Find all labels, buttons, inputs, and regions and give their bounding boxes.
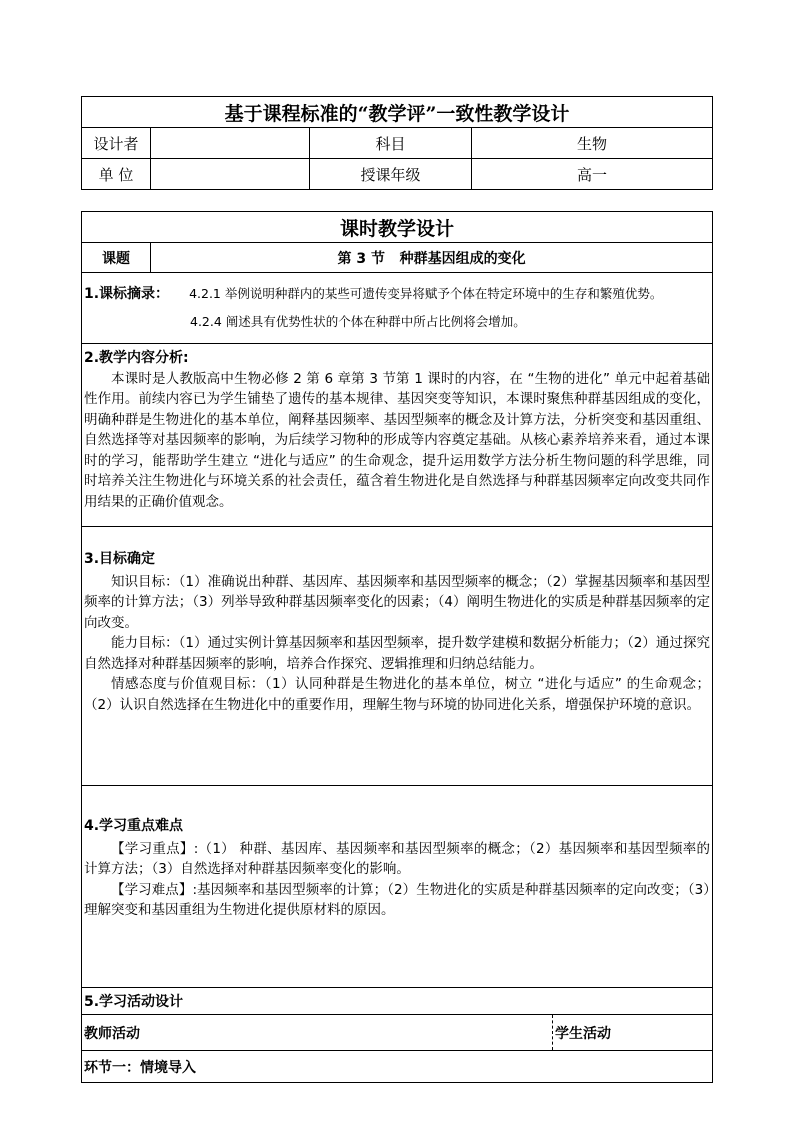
content-analysis-heading: 2.教学内容分析: xyxy=(84,350,189,366)
subject-value: 生物 xyxy=(472,128,713,159)
designer-label: 设计者 xyxy=(82,128,151,159)
grade-value: 高一 xyxy=(472,159,713,190)
section-key-difficult xyxy=(82,786,713,988)
lesson-table xyxy=(81,211,713,1083)
activity-design-heading: 5.学习活动设计 xyxy=(82,988,713,1015)
header-table xyxy=(81,96,713,190)
subject-label: 科目 xyxy=(310,128,472,159)
standard-4-2-4: 4.2.4 阐述具有优势性状的个体在种群中所占比例将会增加。 xyxy=(190,313,526,329)
topic-label: 课题 xyxy=(82,243,151,273)
content-analysis-text: 本课时是人教版高中生物必修 2 第 6 章第 3 节第 1 课时的内容，在 “生物的进化” 单元中起着基础性作用。前续内容已为学生铺垫了遗传的基本规律、基因突变等知识，本课时聚焦种群基因组成的变化，明确种群是生物进化的基本单位，阐释基因频率、基因型频率的概念及计算方法，分析突变和基因重组、自然选择等对基因频率的影响，为后续学习物种的形成等内容奠定基础。从核心素养培养来看，通过本课时的学习，能帮助学生建立 “进化与适应” 的生命观念，提升运用数学方法分析生物问题的科学思维，同时培养关注生物进化与环境关系的社会责任，蕴含着生物进化是自然选择与种群基因频率定向改变共同作用结果的正确价值观念。 xyxy=(84,370,711,510)
key-points: 【学习重点】:（1） 种群、基因库、基因频率和基因型频率的概念；（2）基因频率和基因型频率的计算方法；（3）自然选择对种群基因频率变化的影响。 xyxy=(84,840,711,877)
designer-value xyxy=(151,128,310,159)
section-content-analysis xyxy=(82,344,713,527)
topic-value: 第 3 节 种群基因组成的变化 xyxy=(151,243,713,273)
difficult-points: 【学习难点】:基因频率和基因型频率的计算；（2）生物进化的实质是种群基因频率的定向改变；（3）理解突变和基因重组为生物进化提供原材料的原因。 xyxy=(84,881,711,918)
section-objectives xyxy=(82,527,713,786)
objectives-heading: 3.目标确定 xyxy=(84,551,156,567)
unit-value xyxy=(151,159,310,190)
section-standards xyxy=(82,273,713,344)
ability-objective: 能力目标：（1）通过实例计算基因频率和基因型频率，提升数学建模和数据分析能力；（2）通过探究自然选择对种群基因频率的影响，培养合作探究、逻辑推理和归纳总结能力。 xyxy=(84,635,711,672)
student-activity-header: 学生活动 xyxy=(553,1015,713,1051)
phase-one-heading: 环节一：情境导入 xyxy=(82,1051,713,1083)
grade-label: 授课年级 xyxy=(310,159,472,190)
document-title: 基于课程标准的“教学评”一致性教学设计 xyxy=(82,97,713,128)
knowledge-objective: 知识目标：（1）准确说出种群、基因库、基因频率和基因型频率的概念；（2）掌握基因频率和基因型频率的计算方法；（3）列举导致种群基因频率变化的因素；（4）阐明生物进化的实质是种群基因频率的定向改变。 xyxy=(84,573,711,631)
lesson-title: 课时教学设计 xyxy=(82,212,713,243)
standards-heading: 1.课标摘录： xyxy=(84,286,170,302)
unit-label: 单 位 xyxy=(82,159,151,190)
teacher-activity-header: 教师活动 xyxy=(82,1015,553,1051)
standard-4-2-1: 4.2.1 举例说明种群内的某些可遗传变异将赋予个体在特定环境中的生存和繁殖优势。 xyxy=(189,286,663,301)
key-difficult-heading: 4.学习重点难点 xyxy=(84,818,184,834)
attitude-objective: 情感态度与价值观目标：（1）认同种群是生物进化的基本单位，树立 “进化与适应” 的生命观念；（2）认识自然选择在生物进化中的重要作用，理解生物与环境的协同进化关系，增强保护环境的意识。 xyxy=(84,676,711,713)
